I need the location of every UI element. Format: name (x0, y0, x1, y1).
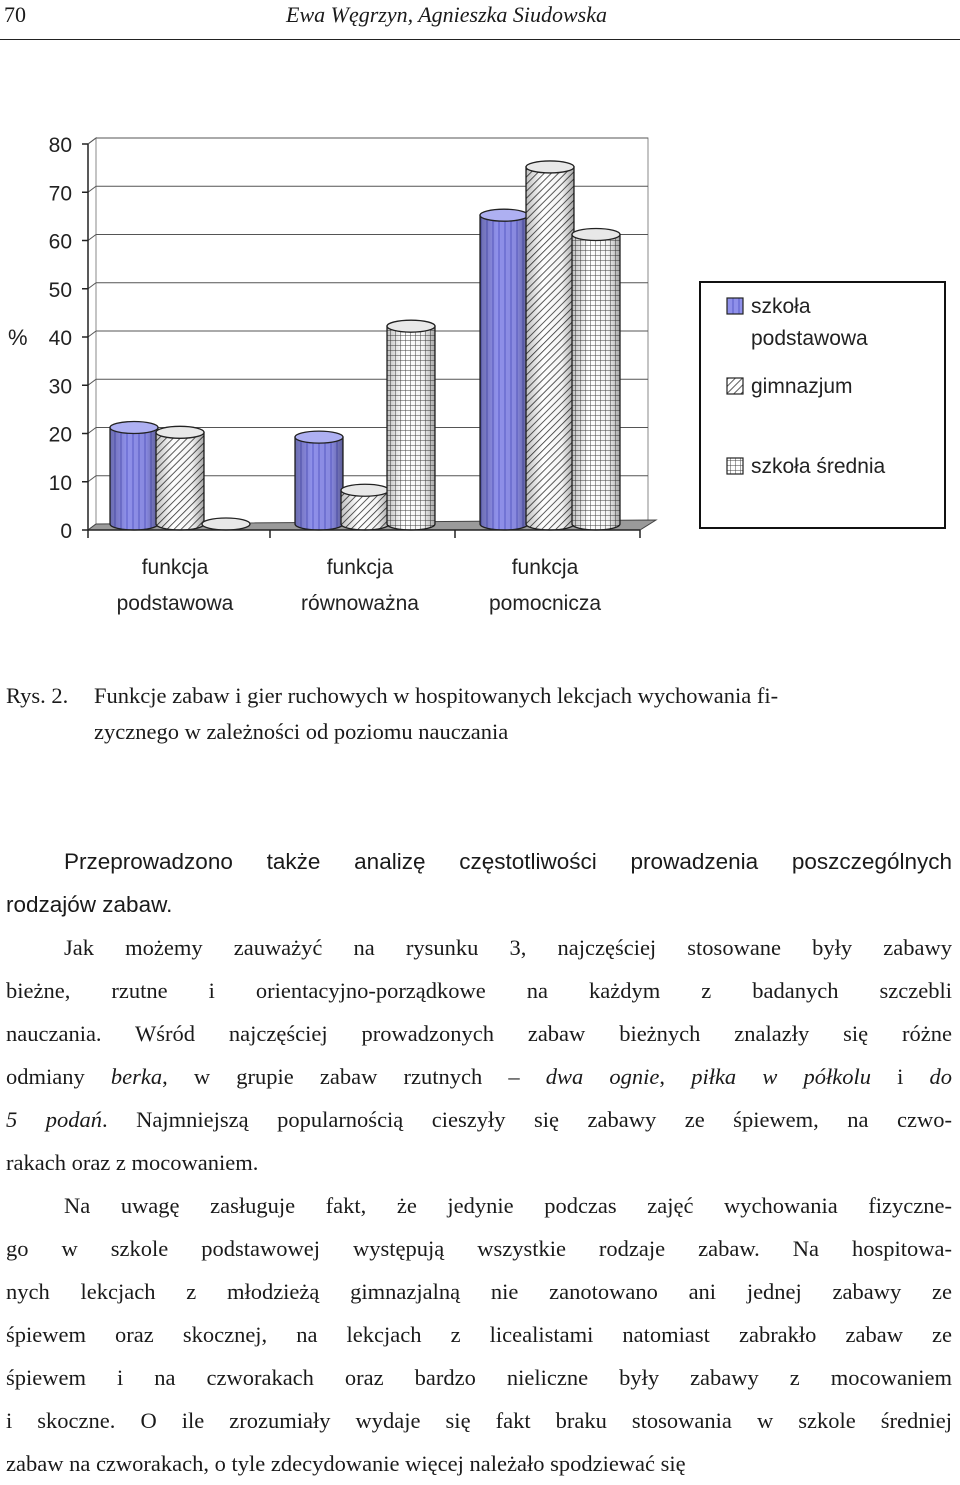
bar (526, 161, 574, 530)
legend-label: podstawowa (751, 327, 868, 350)
text-segment: Na uwagę zasługuje fakt, że jedynie podczas zajęć wychowania fizyczne- (64, 1193, 952, 1218)
y-tick-label: 30 (48, 375, 72, 399)
bar-cap (572, 229, 620, 241)
text-segment: bieżne, rzutne i orientacyjno-porządkowe na każdym z badanych szczebli (6, 978, 952, 1003)
text-line (6, 1227, 952, 1270)
text-segment: odmiany (6, 1064, 111, 1089)
bar (572, 229, 620, 531)
italic-text: 5 podań (6, 1107, 102, 1132)
x-tick-label: pomocnicza (488, 592, 602, 615)
legend-label: szkoła (751, 295, 811, 318)
page-header (0, 0, 960, 42)
caption-text-line1: Funkcje zabaw i gier ruchowych w hospitowanych lekcjach wychowania fi- (94, 683, 779, 708)
x-axis-labels (88, 530, 640, 615)
italic-text: berka (110, 1064, 163, 1089)
x-tick-label: funkcja (511, 556, 579, 579)
bar-cap (295, 431, 343, 443)
bar-cap (156, 426, 204, 438)
x-tick-label: podstawowa (116, 592, 234, 615)
legend-swatch (727, 378, 743, 394)
chart-legend (700, 282, 945, 528)
bar-cap (480, 209, 528, 221)
bar (202, 518, 250, 530)
x-tick-label: funkcja (141, 556, 209, 579)
bar-shading (480, 215, 528, 530)
y-tick-label: 20 (48, 423, 72, 447)
paragraph (6, 926, 952, 1184)
paragraph (6, 840, 952, 926)
text-segment: rodzajów zabaw. (6, 892, 173, 917)
text-line (6, 883, 952, 926)
text-line (6, 1055, 952, 1098)
bar-cap (526, 161, 574, 173)
bar (110, 422, 158, 531)
italic-text: do (929, 1064, 953, 1089)
y-tick-label: 50 (48, 278, 72, 302)
y-tick-label: 60 (48, 230, 72, 254)
text-segment: . Najmniejszą popularnością cieszyły się zabawy ze śpiewem, na czwo- (102, 1107, 952, 1132)
bar-shading (572, 235, 620, 531)
text-line (6, 1141, 952, 1184)
text-segment: Przeprowadzono także analizę częstotliwości prowadzenia poszczególnych (64, 849, 952, 874)
text-segment: , w grupie zabaw rzutnych – (162, 1064, 546, 1089)
bar (156, 426, 204, 530)
paragraph (6, 1184, 952, 1485)
y-tick-label: 0 (60, 520, 72, 543)
text-segment: nych lekcjach z młodzieżą gimnazjalną nie zanotowano ani jednej zabawy ze (6, 1279, 952, 1304)
body-text (6, 840, 952, 1485)
text-segment: go w szkole podstawowej występują wszystkie rodzaje zabaw. Na hospitowa- (6, 1236, 952, 1261)
legend-label: gimnazjum (751, 375, 853, 398)
legend-box (700, 282, 945, 528)
x-tick-label: funkcja (326, 556, 394, 579)
text-line (6, 1270, 952, 1313)
italic-text: dwa ognie (545, 1064, 660, 1089)
text-segment: i (870, 1064, 930, 1089)
legend-swatch (727, 298, 743, 314)
text-line (6, 1313, 952, 1356)
bar-chart (0, 130, 960, 630)
y-tick-label: 40 (48, 327, 72, 350)
bar-shading (110, 428, 158, 531)
running-head-authors: Ewa Węgrzyn, Agnieszka Siudowska (286, 2, 608, 27)
text-segment: śpiewem i na czworakach oraz bardzo nieliczne były zabawy z mocowaniem (6, 1365, 952, 1390)
text-segment: , (659, 1064, 692, 1089)
text-line (6, 840, 952, 883)
bar-shading (156, 432, 204, 530)
text-segment: śpiewem oraz skocznej, na lekcjach z licealistami natomiast zabrakło zabaw ze (6, 1322, 952, 1347)
y-axis-label: % (8, 325, 28, 350)
text-line (6, 1098, 952, 1141)
text-line (6, 926, 952, 969)
text-segment: zabaw na czworakach, o tyle zdecydowanie więcej należało spodziewać się (6, 1451, 686, 1476)
page-number: 70 (4, 2, 26, 27)
bar (295, 431, 343, 530)
legend-swatch (727, 458, 743, 474)
bar (387, 320, 435, 530)
bar-shading (295, 437, 343, 530)
text-line (6, 1399, 952, 1442)
text-segment: Jak możemy zauważyć na rysunku 3, najczęściej stosowane były zabawy (64, 935, 952, 960)
y-tick-label: 80 (48, 134, 72, 157)
bar (480, 209, 528, 530)
text-line (6, 1356, 952, 1399)
y-axis (8, 134, 88, 543)
bar-cap (202, 518, 250, 530)
text-segment: rakach oraz z mocowaniem. (6, 1150, 259, 1175)
bar-cap (341, 484, 389, 496)
text-line (6, 1442, 952, 1485)
text-segment: nauczania. Wśród najczęściej prowadzonych zabaw bieżnych znalazły się różne (6, 1021, 952, 1046)
text-line (6, 1012, 952, 1055)
text-segment: i skoczne. O ile zrozumiały wydaje się fakt braku stosowania w szkole średniej (6, 1408, 952, 1433)
x-tick-label: równoważna (301, 592, 419, 615)
figure-caption (6, 678, 954, 750)
legend-entry (727, 455, 886, 478)
text-line (6, 969, 952, 1012)
caption-text-line2: zycznego w zależności od poziomu nauczania (94, 719, 509, 744)
bar-cap (110, 422, 158, 434)
bar-cap (387, 320, 435, 332)
bar-shading (526, 167, 574, 530)
y-tick-label: 70 (48, 182, 72, 206)
header-rule (0, 39, 960, 40)
legend-label: szkoła średnia (751, 455, 886, 478)
text-line (6, 1184, 952, 1227)
bar (341, 484, 389, 530)
italic-text: piłka w półkolu (691, 1064, 871, 1089)
bar-shading (387, 326, 435, 530)
y-tick-label: 10 (48, 471, 72, 495)
caption-label: Rys. 2. (6, 683, 69, 708)
